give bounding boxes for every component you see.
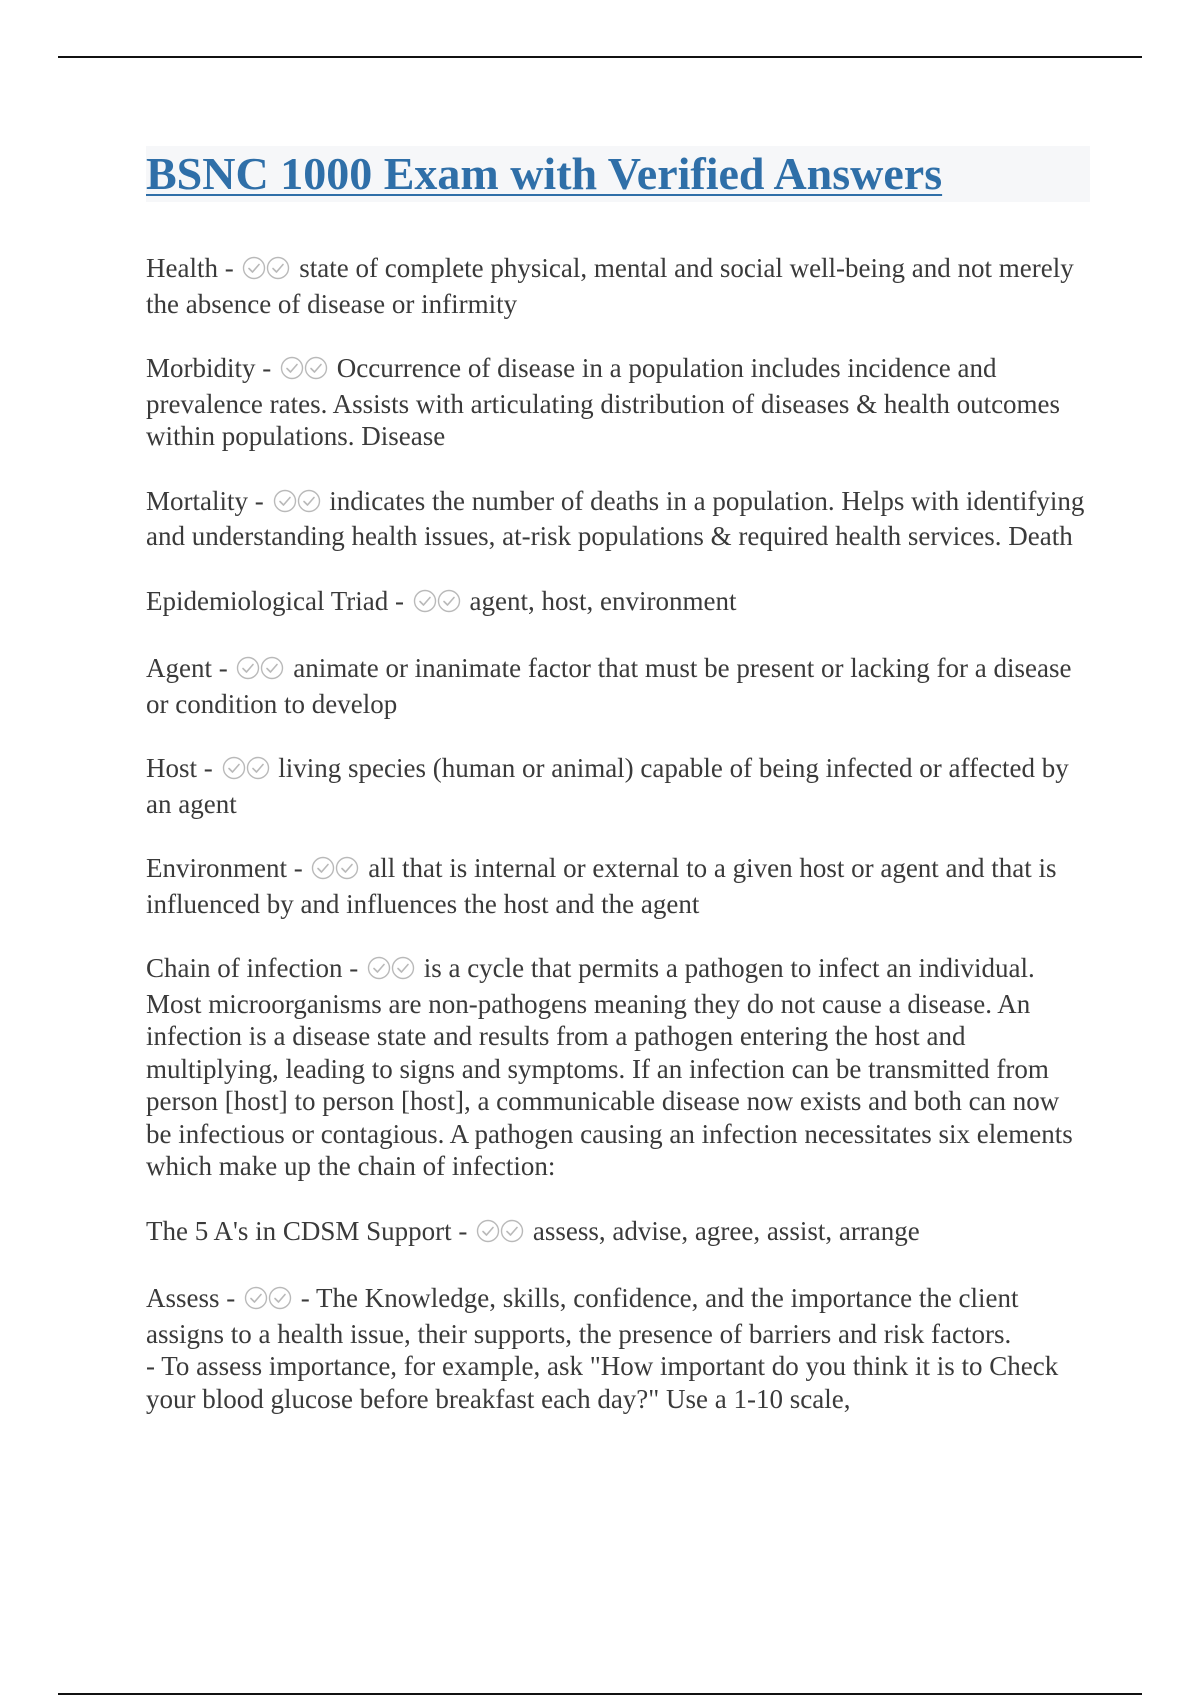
qa-definition: animate or inanimate factor that must be present or lacking for a disease or condition to develop (146, 653, 1072, 719)
verified-checks (311, 855, 359, 888)
qa-definition: agent, host, environment (469, 585, 737, 616)
term-separator: - (451, 1215, 475, 1246)
qa-term: Health (146, 253, 218, 283)
term-separator: - (388, 585, 411, 616)
qa-term: Agent (146, 653, 212, 683)
qa-entry (146, 952, 1090, 1183)
verified-checks (273, 488, 321, 521)
check-circle-icon (437, 589, 461, 613)
term-separator: - (217, 253, 241, 283)
verified-checks (236, 655, 284, 688)
term-separator: - (211, 653, 235, 683)
qa-definition: indicates the number of deaths in a population. Helps with identifying and understanding health issues, at-risk populations & required health services. Death (146, 485, 1085, 551)
verified-checks (242, 255, 290, 288)
verified-checks (413, 588, 461, 621)
qa-entry (146, 485, 1090, 553)
qa-entry (146, 752, 1090, 820)
check-circle-icon (273, 489, 297, 513)
qa-term: Chain of infection (146, 953, 343, 983)
check-circle-icon (246, 756, 270, 780)
qa-definition: all that is internal or external to a given host or agent and that is influenced by and influences the host and the agent (146, 853, 1057, 919)
document-title[interactable]: BSNC 1000 Exam with Verified Answers (146, 148, 943, 199)
qa-entry (146, 852, 1090, 920)
qa-definition: - The Knowledge, skills, confidence, and the importance the client assigns to a health issue, their supports, the presence of barriers and risk factors. - To assess importance, for example, ask "How important do you think it is to Check your blood glucose before breakfast each day?" Use a 1-10 scale, (146, 1283, 1059, 1414)
term-separator: - (219, 1283, 243, 1313)
qa-term: The 5 A's in CDSM Support (146, 1215, 452, 1246)
qa-entry (146, 1282, 1090, 1415)
check-circle-icon (222, 756, 246, 780)
qa-term: Assess (146, 1283, 220, 1313)
qa-entry (146, 1215, 1090, 1251)
term-separator: - (248, 485, 271, 516)
check-circle-icon (242, 256, 266, 280)
check-circle-icon (280, 356, 304, 380)
check-circle-icon (236, 656, 260, 680)
qa-term: Epidemiological Triad (146, 585, 389, 616)
qa-definition: assess, advise, agree, assist, arrange (532, 1215, 920, 1246)
check-circle-icon (476, 1219, 500, 1243)
qa-term: Host (146, 753, 198, 783)
term-separator: - (255, 353, 279, 383)
qa-entry (146, 585, 1090, 621)
check-circle-icon (244, 1286, 268, 1310)
qa-term: Morbidity (146, 353, 256, 383)
verified-checks (280, 355, 328, 388)
check-circle-icon (268, 1286, 292, 1310)
check-circle-icon (367, 956, 391, 980)
check-circle-icon (335, 856, 359, 880)
top-rule (58, 56, 1142, 58)
check-circle-icon (266, 256, 290, 280)
term-separator: - (286, 853, 310, 883)
verified-checks (244, 1285, 292, 1318)
check-circle-icon (304, 356, 328, 380)
check-circle-icon (297, 489, 321, 513)
check-circle-icon (391, 956, 415, 980)
bottom-rule (58, 1693, 1142, 1695)
term-separator: - (342, 953, 365, 983)
verified-checks (367, 955, 415, 988)
qa-definition: Occurrence of disease in a population includes incidence and prevalence rates. Assists with articulating distribution of diseases & health outcomes within populations. Disease (146, 353, 1061, 451)
term-separator: - (197, 753, 220, 783)
check-circle-icon (260, 656, 284, 680)
verified-checks (222, 755, 270, 788)
qa-term: Mortality (146, 485, 248, 516)
check-circle-icon (500, 1219, 524, 1243)
check-circle-icon (413, 589, 437, 613)
qa-entry (146, 652, 1090, 720)
qa-definition: is a cycle that permits a pathogen to infect an individual. Most microorganisms are non-pathogens meaning they do not cause a disease. An infection is a disease state and results from a pathogen entering the host and multiplying, leading to signs and symptoms. If an infection can be transmitted from person [host] to person [host], a communicable disease now exists and both can now be infectious or contagious. A pathogen causing an infection necessitates six elements which make up the chain of infection: (146, 953, 1073, 1181)
qa-definition: living species (human or animal) capable of being infected or affected by an agent (146, 753, 1069, 819)
qa-entry (146, 252, 1090, 320)
check-circle-icon (311, 856, 335, 880)
qa-definition: state of complete physical, mental and social well-being and not merely the absence of disease or infirmity (146, 253, 1074, 319)
qa-list (146, 252, 1090, 1447)
verified-checks (476, 1218, 524, 1251)
qa-term: Environment (146, 853, 287, 883)
qa-entry (146, 352, 1090, 453)
